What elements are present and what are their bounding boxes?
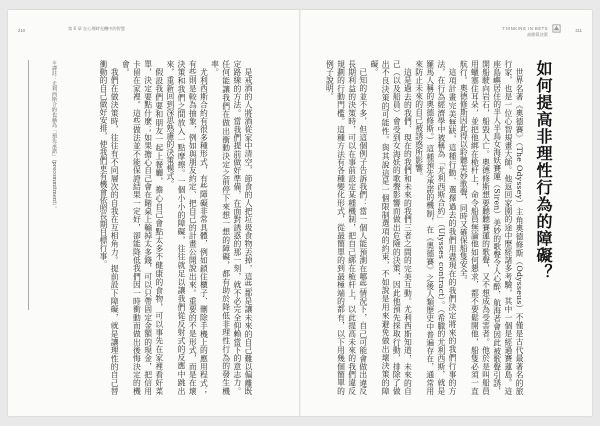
body-paragraph: 這是過去的我們、現在的我們和未來的我們三者之間的完美互動。尤利西斯知道，未來的自己（以及船員）會受到女海妖的歌聲影響而做出危險的決策，因此他預先採取行動，排除了做出不良決策的可能性。與其說這是一個限制選項的約束，不如說是用來避免做出壞決策的障礙。 bbox=[369, 60, 413, 395]
body-paragraph: 這項計畫完美無缺，這種行動、選擇過去的我們用盡現在的我們決定將來的我們行事的方法，在行為經濟學中被稱為「尤利西斯合約」（Ulysses contract）。（希臘的尤利西斯，就是羅馬人稱的奧德修斯。）這種預先承諾的機制，在《奧德賽》之後人類歷史中普遍存在，通常用來防止未來的自己被誘惑所影響。 bbox=[414, 60, 458, 395]
left-page-number: 210 bbox=[18, 28, 25, 33]
body-paragraph: 我們在做決策時，往往有不同層次的自我在互相角力。提前設下障礙，就是讓理性的自己替衝動的自己做好安排，使我們更有機會依照長期目標行事。 bbox=[98, 60, 120, 395]
running-head-chinese: 高勝算決策 bbox=[527, 32, 548, 37]
left-running-head: 第 6 章 在心理時光機中的智慧 bbox=[68, 26, 125, 31]
right-running-head bbox=[503, 26, 548, 38]
body-paragraph: 世界名著《奧德賽》（The Odyssey）主角奧德修斯（Odysseus）不僅是古代最著名的旅行家，也是一位心智規畫大師。他返回家園的途中歷經諸多考驗，其中一個是經過賽蓮島。這座島嶼居住的半人半鳥女海妖賽蓮（Siren）美妙的歌聲令人心醉，航海者會因此被歌聲引誘，開船駛向岩石，船毀人亡。奧德修斯想要聽聽賽蓮的歌聲，又不想成為受害者。他於是叫船員用蠟塞住耳朵，並把他綁在桅杆上，命令船員無論他如何懇求，都不要鬆開他，船隻必須一直航行。奧德修斯因此得以聆聽美妙歌聲，同時又確保船隻安全。 bbox=[459, 60, 524, 395]
right-page-number: 211 bbox=[575, 28, 582, 33]
footnote bbox=[28, 60, 58, 310]
body-paragraph: 是戒酒的人將酒從家中清空，節食的人把垃圾食物丟掉，這些都是讓未來的自己難以偏離既定路線的方法。當我們提前做好準備，在面對誘惑的那一刻，就不必完全仰賴當下的意志力。任何能讓我們在做出衝動決定之前停下來想一想的障礙，都有助於降低非理性行為的發生機率。 bbox=[210, 60, 253, 395]
section-heading: 如何提高非理性行為的障礙？ bbox=[534, 60, 553, 281]
left-page-body bbox=[66, 60, 254, 395]
footnote-text: ＊譯註：尤利西斯合約也稱為「預先承諾」（precommitment）。 bbox=[51, 60, 57, 212]
body-paragraph: 尤利西斯合約有很多種形式，有些障礙非常具體，例如鎖住櫃子、刪除手機上的應用程式；有些則是較為抽象，例如與朋友約定、把自己的計畫公開說出來。重要的不是形式，而是在壞決策和我們之間放入一點摩擦。一個小小的障礙，往往就足以讓我們從反射式的反應中跳出來，重新回到深思熟慮的決策模式。 bbox=[165, 60, 209, 395]
body-paragraph: 已知的並不多，但這個例子告訴我們：當一個人能預測在哪些情況下，自己可能會做出違反長期利益的決策時，可以在事前設定某種機制，把自己綁在桅杆上，以此提高未來的我們違反規劃的行動門檻。這種方法有各種變化形式，從最簡單的到最極端的都有，以下用幾個簡單的例子說明。 bbox=[325, 60, 368, 395]
book-gutter bbox=[299, 10, 301, 416]
body-paragraph: 假設我們要和朋友一起上餐廳，擔心自己會點太多不健康的食物，可以事先在家裡看好菜單，決定要點什麼；如果擔心自己會在賭桌上輸掉太多錢，可以只帶固定金額的現金，把信用卡留在家裡。這些做法並不能保證結果一定好，卻能降低我們因一時衝動而做出後悔決定的機會。 bbox=[121, 60, 164, 395]
running-head-english: THINKING IN BETS bbox=[502, 26, 548, 31]
book-spread bbox=[8, 10, 592, 416]
book-logo-icon bbox=[552, 24, 561, 33]
right-page-body bbox=[313, 60, 525, 395]
